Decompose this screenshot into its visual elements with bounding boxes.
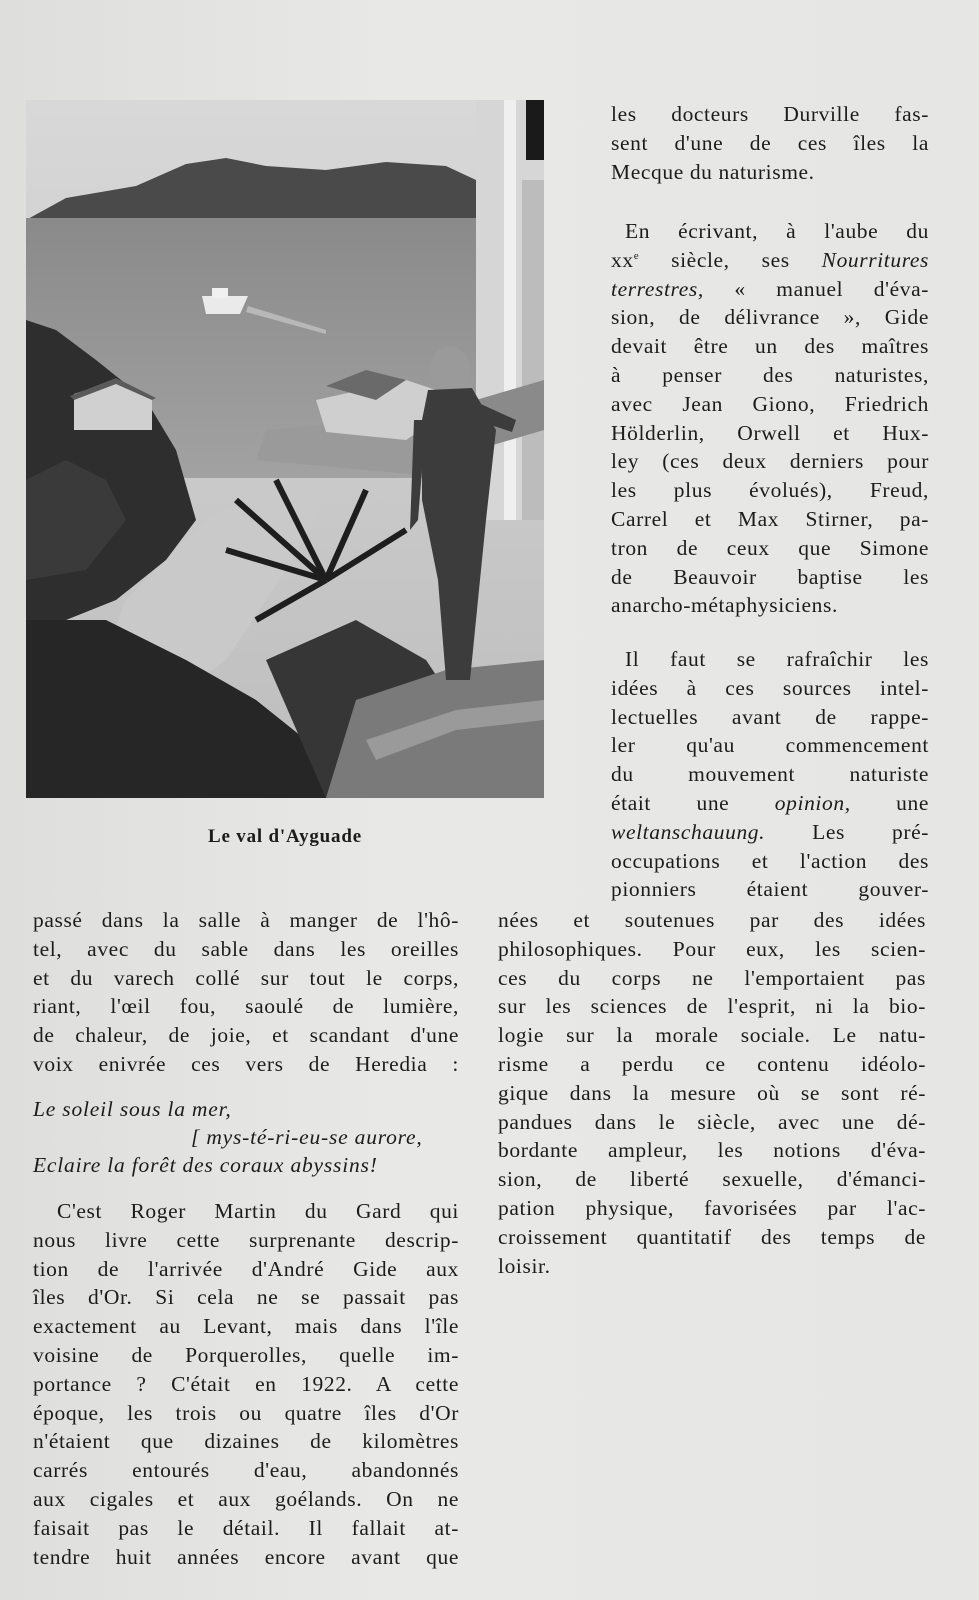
text-line <box>611 246 929 275</box>
text-line: gique dans la mesure où se sont ré- <box>498 1080 926 1105</box>
text-line: îles d'Or. Si cela ne se passait pas <box>33 1285 459 1310</box>
text-fragment: une <box>850 790 929 815</box>
text-line: carrés entourés d'eau, abandonnés <box>33 1458 459 1483</box>
text-line: les docteurs Durville fas- <box>611 102 929 126</box>
text-line: bordante ampleur, les notions d'éva- <box>498 1138 926 1163</box>
text-line <box>611 275 929 304</box>
text-line: risme a perdu ce contenu idéolo- <box>498 1051 926 1076</box>
text-line: de chaleur, de joie, et scandant d'une <box>33 1023 459 1048</box>
text-line: logie sur la morale sociale. Le natu- <box>498 1023 926 1048</box>
text-line: tendre huit années encore avant que <box>33 1544 459 1569</box>
text-line: Mecque du naturisme. <box>611 159 815 184</box>
text-line: du mouvement naturiste <box>611 762 929 787</box>
photo-val-d-ayguade <box>26 100 544 798</box>
text-line: anarcho-métaphysiciens. <box>611 593 838 618</box>
text-line: pation physique, favorisées par l'ac- <box>498 1195 926 1220</box>
text-line: Hölderlin, Orwell et Hux- <box>611 420 929 445</box>
text-line <box>611 789 929 818</box>
text-line: portance ? C'était en 1922. A cette <box>33 1371 459 1396</box>
text-line: tion de l'arrivée d'André Gide aux <box>33 1256 459 1281</box>
text-fragment: siècle, ses <box>639 247 822 272</box>
verse-line: Eclaire la forêt des coraux abyssins! <box>33 1153 378 1177</box>
text-line: tel, avec du sable dans les oreilles <box>33 936 459 961</box>
text-line: ler qu'au commencement <box>611 733 929 758</box>
left-column-paragraph-2 <box>33 1197 459 1571</box>
text-line: occupations et l'action des <box>611 848 929 873</box>
right-column-paragraph-3 <box>611 645 929 904</box>
text-line: voisine de Porquerolles, quelle im- <box>33 1342 459 1367</box>
text-line: nées et soutenues par des idées <box>498 908 926 932</box>
text-line: sion, de liberté sexuelle, d'émanci- <box>498 1167 926 1192</box>
text-line: les plus évolués), Freud, <box>611 478 929 503</box>
text-line: loisir. <box>498 1253 551 1278</box>
text-line: aux cigales et aux goélands. On ne <box>33 1486 459 1511</box>
century-numeral: xx <box>611 247 634 272</box>
text-line: voix enivrée ces vers de Heredia : <box>33 1051 459 1076</box>
text-line: idées à ces sources intel- <box>611 675 929 700</box>
text-line: nous livre cette surprenante descrip- <box>33 1227 459 1252</box>
text-fragment: Les pré- <box>765 819 929 844</box>
text-line: et du varech collé sur tout le corps, <box>33 965 459 990</box>
heredia-verse <box>33 1095 459 1179</box>
text-line: ley (ces deux derniers pour <box>611 449 929 474</box>
text-line: sion, de délivrance », Gide <box>611 305 929 330</box>
text-fragment: « manuel d'éva- <box>703 276 929 301</box>
text-line: époque, les trois ou quatre îles d'Or <box>33 1400 459 1425</box>
photo-image <box>26 100 544 798</box>
text-line: n'étaient que dizaines de kilomètres <box>33 1429 459 1454</box>
book-title: terrestres, <box>611 276 704 301</box>
text-line: faisait pas le détail. Il fallait at- <box>33 1515 459 1540</box>
text-line: sent d'une de ces îles la <box>611 130 929 155</box>
text-line: philosophiques. Pour eux, les scien- <box>498 936 926 961</box>
photo-caption: Le val d'Ayguade <box>208 826 362 847</box>
text-fragment: était une <box>611 790 775 815</box>
book-title: Nourritures <box>821 247 929 272</box>
text-line: Carrel et Max Stirner, pa- <box>611 506 929 531</box>
text-line: avec Jean Giono, Friedrich <box>611 391 929 416</box>
right-column-paragraph-1 <box>611 100 929 186</box>
left-column-paragraph-1 <box>33 906 459 1079</box>
text-line: à penser des naturistes, <box>611 362 929 387</box>
text-line: ces du corps ne l'emportaient pas <box>498 965 926 990</box>
verse-line: Le soleil sous la mer, <box>33 1097 232 1121</box>
right-column-paragraph-2 <box>611 217 929 620</box>
text-line: lectuelles avant de rappe- <box>611 704 929 729</box>
text-line: pandues dans le siècle, avec une dé- <box>498 1109 926 1134</box>
text-line: C'est Roger Martin du Gard qui <box>57 1199 459 1223</box>
text-line: devait être un des maîtres <box>611 334 929 359</box>
verse-line: [ mys-té-ri-eu-se aurore, <box>191 1125 423 1149</box>
text-line: de Beauvoir baptise les <box>611 564 929 589</box>
text-line: riant, l'œil fou, saoulé de lumière, <box>33 994 459 1019</box>
emphasis: weltanschauung. <box>611 819 766 844</box>
text-line: croissement quantitatif des temps de <box>498 1224 926 1249</box>
text-line: sur les sciences de l'esprit, ni la bio- <box>498 994 926 1019</box>
text-line: tron de ceux que Simone <box>611 535 929 560</box>
text-line: pionniers étaient gouver- <box>611 877 929 902</box>
emphasis: opinion, <box>774 790 851 815</box>
text-line <box>611 818 929 847</box>
text-line: passé dans la salle à manger de l'hô- <box>33 908 459 932</box>
right-column-paragraph-4 <box>498 906 926 1280</box>
century-superscript: e <box>633 249 640 262</box>
text-line: exactement au Levant, mais dans l'île <box>33 1314 459 1339</box>
text-line: Il faut se rafraîchir les <box>625 647 929 671</box>
text-line: En écrivant, à l'aube du <box>625 219 929 243</box>
